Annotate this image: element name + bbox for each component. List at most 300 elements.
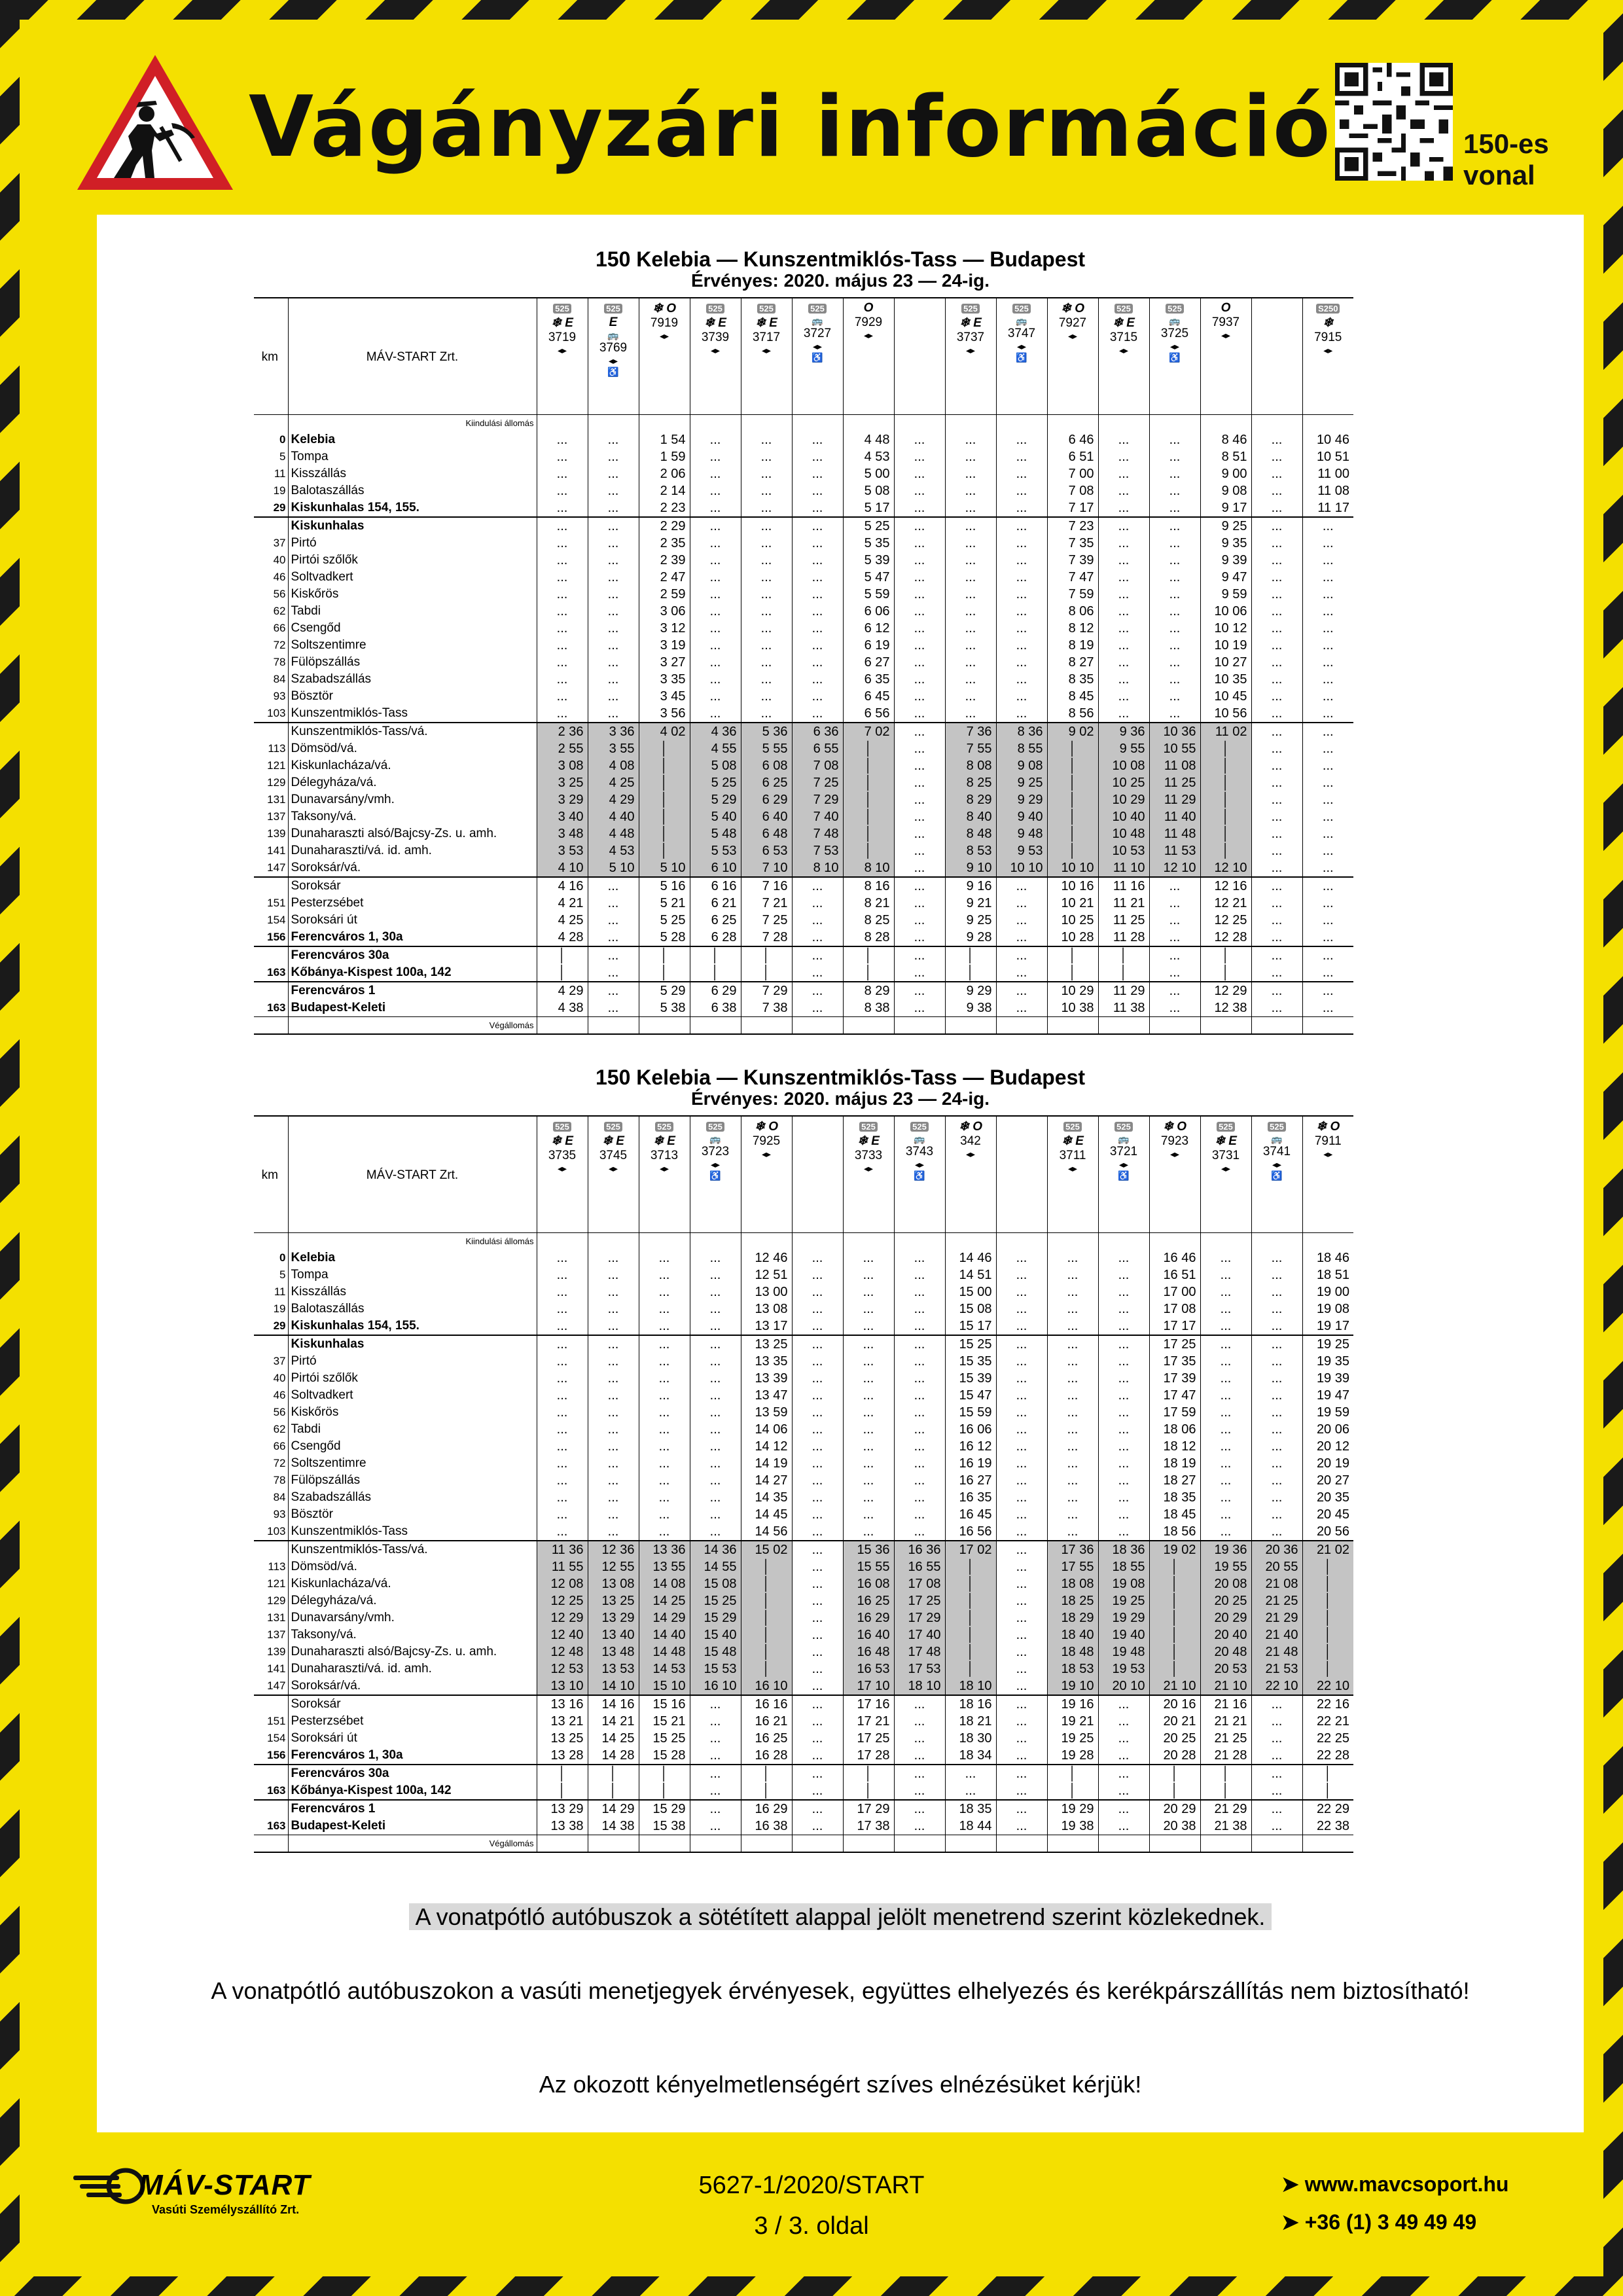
time-cell: 4 29: [537, 982, 588, 999]
time-cell: ...: [639, 1421, 690, 1438]
time-cell: 10 06: [1200, 603, 1251, 620]
time-cell: ...: [537, 1249, 588, 1266]
train-badge: 525: [808, 304, 827, 314]
timetable-row: [254, 1489, 1353, 1506]
time-cell: ...: [1098, 671, 1149, 688]
train-badge: 525: [655, 1122, 673, 1132]
time-cell: ...: [894, 1523, 945, 1541]
empty-cell: [254, 414, 288, 431]
train-badge: 525: [706, 1122, 724, 1132]
train-number: 7919: [650, 316, 679, 330]
time-cell: 14 06: [741, 1421, 792, 1438]
time-cell: ...: [1098, 637, 1149, 654]
time-cell: ...: [1251, 1730, 1302, 1747]
time-cell: ...: [1098, 1335, 1149, 1353]
time-cell: ...: [588, 999, 639, 1017]
time-cell: ...: [843, 1353, 894, 1370]
bus-icon: 🚌: [812, 315, 823, 326]
time-cell: ...: [537, 431, 588, 448]
time-cell: ...: [792, 1472, 843, 1489]
time-cell: 12 51: [741, 1266, 792, 1283]
km-value: 154: [267, 1732, 286, 1744]
time-cell: ...: [792, 620, 843, 637]
time-cell: 8 27: [1047, 654, 1098, 671]
train-number: 3725: [1160, 327, 1189, 340]
time-cell: 14 16: [588, 1695, 639, 1713]
time-cell: 13 17: [741, 1318, 792, 1335]
time-cell: ...: [894, 705, 945, 723]
wheelchair-icon: ♿: [709, 1170, 721, 1181]
time-cell: ...: [639, 1438, 690, 1455]
train-marks: ❄ O: [959, 1120, 982, 1134]
time-cell: ...: [1251, 740, 1302, 757]
time-cell: 10 25: [1098, 774, 1149, 791]
qr-code-icon[interactable]: [1335, 63, 1453, 181]
time-cell: 9 25: [996, 774, 1047, 791]
time-cell: │: [741, 1558, 792, 1575]
time-cell: ...: [1149, 982, 1200, 999]
train-column-header: [639, 1116, 690, 1232]
time-cell: ...: [1149, 465, 1200, 482]
time-cell: ...: [1302, 999, 1353, 1017]
time-cell: ...: [843, 1300, 894, 1318]
time-cell: ...: [1200, 1370, 1251, 1387]
time-cell: ...: [894, 1730, 945, 1747]
time-cell: 5 25: [639, 912, 690, 929]
time-cell: ...: [537, 1404, 588, 1421]
timetable-row: [254, 791, 1353, 808]
time-cell: ...: [537, 569, 588, 586]
train-column-header: [1251, 1116, 1302, 1232]
station-name: Soroksár/vá.: [288, 1677, 537, 1695]
time-cell: ...: [1149, 654, 1200, 671]
time-cell: ...: [945, 1765, 996, 1782]
time-cell: ...: [639, 1300, 690, 1318]
empty-cell: [1302, 1017, 1353, 1034]
time-cell: 14 21: [588, 1713, 639, 1730]
km-value: 0: [279, 433, 286, 446]
station-name: Pesterzsébet: [288, 1713, 537, 1730]
time-cell: 15 08: [690, 1575, 741, 1592]
time-cell: ...: [588, 1455, 639, 1472]
time-cell: ...: [894, 808, 945, 825]
time-cell: ...: [588, 1421, 639, 1438]
time-cell: 8 38: [843, 999, 894, 1017]
time-cell: ...: [1098, 1765, 1149, 1782]
time-cell: ...: [1098, 586, 1149, 603]
time-cell: │: [639, 946, 690, 964]
time-cell: │: [690, 964, 741, 982]
time-cell: 15 59: [945, 1404, 996, 1421]
time-cell: ...: [945, 603, 996, 620]
km-value: 46: [273, 1389, 286, 1401]
timetable-row: [254, 499, 1353, 517]
km-value: 56: [273, 588, 286, 600]
time-cell: ...: [894, 688, 945, 705]
time-cell: ...: [690, 654, 741, 671]
train-number: 3747: [1007, 327, 1036, 340]
time-cell: ...: [894, 723, 945, 740]
time-cell: ...: [894, 1455, 945, 1472]
time-cell: 22 10: [1302, 1677, 1353, 1695]
time-cell: 17 17: [1149, 1318, 1200, 1335]
time-cell: ...: [1098, 1713, 1149, 1730]
time-cell: ...: [792, 517, 843, 535]
time-cell: ...: [894, 1266, 945, 1283]
time-cell: 17 21: [843, 1713, 894, 1730]
time-cell: 17 55: [1047, 1558, 1098, 1575]
time-cell: 3 36: [588, 723, 639, 740]
train-number: 7923: [1160, 1134, 1189, 1148]
time-cell: 17 53: [894, 1660, 945, 1677]
bus-icon: 🚌: [1118, 1134, 1130, 1144]
time-cell: 18 35: [945, 1800, 996, 1818]
time-cell: ...: [996, 1713, 1047, 1730]
train-marks: ❄ E: [1113, 316, 1135, 330]
time-cell: 2 36: [537, 723, 588, 740]
time-cell: ...: [741, 705, 792, 723]
time-cell: 16 40: [843, 1626, 894, 1643]
station-name: Dunavarsány/vmh.: [288, 1609, 537, 1626]
time-cell: 11 55: [537, 1558, 588, 1575]
time-cell: │: [843, 740, 894, 757]
time-cell: ...: [1251, 517, 1302, 535]
time-cell: 18 40: [1047, 1626, 1098, 1643]
time-cell: 11 25: [1098, 912, 1149, 929]
time-cell: 17 25: [894, 1592, 945, 1609]
empty-cell: [894, 1017, 945, 1034]
time-cell: 2 23: [639, 499, 690, 517]
time-cell: ...: [690, 1747, 741, 1765]
train-number: 7925: [752, 1134, 781, 1148]
website-link[interactable]: [1281, 2172, 1508, 2197]
time-cell: │: [639, 791, 690, 808]
time-cell: 22 29: [1302, 1800, 1353, 1818]
time-cell: │: [1047, 1765, 1098, 1782]
time-cell: ...: [588, 603, 639, 620]
time-cell: 21 38: [1200, 1818, 1251, 1835]
station-name: Pesterzsébet: [288, 895, 537, 912]
time-cell: 13 08: [588, 1575, 639, 1592]
train-marks: ❄ E: [551, 316, 573, 330]
time-cell: 17 29: [843, 1800, 894, 1818]
timetable-row: [254, 1800, 1353, 1818]
time-cell: │: [945, 1609, 996, 1626]
time-cell: ...: [1098, 1249, 1149, 1266]
notice-apology: Az okozott kényelmetlenségért szíves elnézésüket kérjük!: [539, 2071, 1142, 2098]
km-value: 154: [267, 914, 286, 926]
time-cell: ...: [1251, 1335, 1302, 1353]
km-value: [254, 946, 288, 964]
time-cell: ...: [1251, 929, 1302, 946]
time-cell: 6 45: [843, 688, 894, 705]
time-cell: 6 38: [690, 999, 741, 1017]
time-cell: ...: [792, 499, 843, 517]
time-cell: 20 40: [1200, 1626, 1251, 1643]
time-cell: 7 53: [792, 842, 843, 859]
time-cell: 7 00: [1047, 465, 1098, 482]
time-cell: 16 12: [945, 1438, 996, 1455]
time-cell: 19 08: [1098, 1575, 1149, 1592]
time-cell: │: [741, 1592, 792, 1609]
time-cell: 2 06: [639, 465, 690, 482]
empty-cell: [894, 414, 945, 431]
time-cell: ...: [894, 877, 945, 895]
time-cell: ...: [1251, 688, 1302, 705]
time-cell: 20 29: [1200, 1609, 1251, 1626]
time-cell: 5 10: [639, 859, 690, 877]
timetable-row: [254, 465, 1353, 482]
time-cell: │: [741, 946, 792, 964]
time-cell: 13 10: [537, 1677, 588, 1695]
bus-icon: 🚌: [709, 1134, 721, 1144]
km-value: 40: [273, 554, 286, 566]
time-cell: ...: [996, 1455, 1047, 1472]
time-cell: ...: [537, 1438, 588, 1455]
time-cell: 15 16: [639, 1695, 690, 1713]
direction-arrow-icon: ◂▸: [761, 345, 772, 355]
train-marks: O: [1221, 301, 1231, 315]
km-value: 163: [267, 1820, 286, 1832]
phone-link[interactable]: [1281, 2210, 1476, 2234]
notice-validity: A vonatpótló autóbuszokon a vasúti menetjegyek érvényesek, együttes elhelyezés és kerékpárszállítás nem biztosítható!: [211, 1977, 1470, 2004]
time-cell: │: [945, 1575, 996, 1592]
time-cell: ...: [1251, 1249, 1302, 1266]
time-cell: 7 38: [741, 999, 792, 1017]
time-cell: 13 25: [741, 1335, 792, 1353]
empty-cell: [537, 1835, 588, 1852]
time-cell: │: [843, 964, 894, 982]
time-cell: ...: [996, 448, 1047, 465]
time-cell: ...: [996, 964, 1047, 982]
time-cell: │: [1200, 808, 1251, 825]
km-value: 139: [267, 827, 286, 840]
empty-cell: [254, 1232, 288, 1249]
time-cell: ...: [792, 1643, 843, 1660]
time-cell: ...: [1251, 1353, 1302, 1370]
km-value: 19: [273, 484, 286, 497]
time-cell: ...: [639, 1335, 690, 1353]
timetable-row: [254, 569, 1353, 586]
time-cell: 21 29: [1200, 1800, 1251, 1818]
time-cell: 7 25: [741, 912, 792, 929]
time-cell: 19 55: [1200, 1558, 1251, 1575]
time-cell: 16 45: [945, 1506, 996, 1523]
time-cell: ...: [588, 982, 639, 999]
time-cell: ...: [894, 620, 945, 637]
empty-cell: [588, 1232, 639, 1249]
time-cell: │: [1149, 1609, 1200, 1626]
station-name: Soltszentimre: [288, 637, 537, 654]
time-cell: ...: [537, 1266, 588, 1283]
time-cell: 9 21: [945, 895, 996, 912]
time-cell: 18 45: [1149, 1506, 1200, 1523]
time-cell: │: [1149, 1643, 1200, 1660]
time-cell: 8 10: [792, 859, 843, 877]
timetable-row: [254, 1283, 1353, 1300]
time-cell: 12 48: [537, 1643, 588, 1660]
time-cell: ...: [1149, 929, 1200, 946]
time-cell: 18 36: [1098, 1541, 1149, 1558]
time-cell: ...: [1251, 705, 1302, 723]
time-cell: 9 35: [1200, 535, 1251, 552]
station-name: Soroksári út: [288, 912, 537, 929]
time-cell: ...: [588, 877, 639, 895]
time-cell: ...: [894, 465, 945, 482]
time-cell: 10 08: [1098, 757, 1149, 774]
time-cell: │: [1047, 740, 1098, 757]
time-cell: 1 59: [639, 448, 690, 465]
wheelchair-icon: ♿: [1169, 352, 1181, 363]
time-cell: 3 53: [537, 842, 588, 859]
time-cell: ...: [1098, 1387, 1149, 1404]
time-cell: ...: [741, 654, 792, 671]
time-cell: 17 29: [894, 1609, 945, 1626]
time-cell: │: [1302, 1765, 1353, 1782]
time-cell: ...: [588, 705, 639, 723]
station-name: Taksony/vá.: [288, 808, 537, 825]
empty-cell: [588, 414, 639, 431]
time-cell: ...: [945, 637, 996, 654]
time-cell: 17 48: [894, 1643, 945, 1660]
time-cell: ...: [1251, 1713, 1302, 1730]
time-cell: ...: [792, 671, 843, 688]
time-cell: 22 28: [1302, 1747, 1353, 1765]
time-cell: 8 46: [1200, 431, 1251, 448]
time-cell: ...: [1251, 586, 1302, 603]
time-cell: │: [1149, 1575, 1200, 1592]
km-value: 56: [273, 1406, 286, 1418]
time-cell: ...: [894, 895, 945, 912]
time-cell: 13 00: [741, 1283, 792, 1300]
time-cell: ...: [690, 1489, 741, 1506]
station-name: Kiskunlacháza/vá.: [288, 757, 537, 774]
time-cell: ...: [792, 1300, 843, 1318]
time-cell: 9 02: [1047, 723, 1098, 740]
train-marks: ❄ E: [704, 316, 726, 330]
empty-cell: [639, 1835, 690, 1852]
train-number: 3715: [1109, 331, 1138, 344]
time-cell: 16 51: [1149, 1266, 1200, 1283]
time-cell: 5 36: [741, 723, 792, 740]
station-name: Délegyháza/vá.: [288, 1592, 537, 1609]
time-cell: ...: [1200, 1266, 1251, 1283]
time-cell: ...: [1200, 1249, 1251, 1266]
station-name: Kőbánya-Kispest 100a, 142: [288, 964, 537, 982]
direction-arrow-icon: ◂▸: [557, 1163, 567, 1174]
station-name: Kunszentmiklós-Tass/vá.: [288, 723, 537, 740]
time-cell: ...: [1251, 895, 1302, 912]
start-label: Kiindulási állomás: [288, 1232, 537, 1249]
time-cell: ...: [1149, 671, 1200, 688]
time-cell: 8 25: [945, 774, 996, 791]
time-cell: ...: [588, 465, 639, 482]
time-cell: 5 29: [690, 791, 741, 808]
direction-arrow-icon: ◂▸: [965, 1149, 976, 1159]
train-marks: ❄ E: [755, 316, 777, 330]
time-cell: ...: [690, 586, 741, 603]
timetable-row: [254, 482, 1353, 499]
time-cell: ...: [588, 671, 639, 688]
time-cell: 18 56: [1149, 1523, 1200, 1541]
time-cell: 14 38: [588, 1818, 639, 1835]
station-name: Dunaharaszti/vá. id. amh.: [288, 1660, 537, 1677]
time-cell: 16 19: [945, 1455, 996, 1472]
phone-text: +36 (1) 3 49 49 49: [1304, 2210, 1477, 2234]
time-cell: ...: [894, 825, 945, 842]
time-cell: │: [1302, 1592, 1353, 1609]
station-name: Budapest-Keleti: [288, 1818, 537, 1835]
time-cell: │: [843, 791, 894, 808]
time-cell: ...: [996, 1318, 1047, 1335]
direction-arrow-icon: ◂▸: [1067, 331, 1078, 341]
wheelchair-icon: ♿: [1118, 1170, 1130, 1181]
time-cell: 4 21: [537, 895, 588, 912]
empty-cell: [1302, 414, 1353, 431]
time-cell: ...: [1047, 1506, 1098, 1523]
time-cell: ...: [996, 705, 1047, 723]
time-cell: ...: [1251, 1455, 1302, 1472]
time-cell: ...: [537, 637, 588, 654]
time-cell: 18 51: [1302, 1266, 1353, 1283]
time-cell: ...: [639, 1266, 690, 1283]
timetable-row: [254, 1300, 1353, 1318]
time-cell: ...: [894, 1489, 945, 1506]
km-value: 40: [273, 1372, 286, 1384]
time-cell: 12 08: [537, 1575, 588, 1592]
time-cell: 20 21: [1149, 1713, 1200, 1730]
time-cell: ...: [1047, 1455, 1098, 1472]
time-cell: ...: [1098, 1730, 1149, 1747]
train-badge: 525: [553, 304, 571, 314]
timetable-row: [254, 1713, 1353, 1730]
time-cell: ...: [1251, 859, 1302, 877]
time-cell: ...: [588, 946, 639, 964]
time-cell: ...: [639, 1404, 690, 1421]
time-cell: ...: [792, 431, 843, 448]
time-cell: 6 16: [690, 877, 741, 895]
time-cell: 14 36: [690, 1541, 741, 1558]
time-cell: ...: [894, 431, 945, 448]
time-cell: │: [843, 946, 894, 964]
time-cell: 19 08: [1302, 1300, 1353, 1318]
header-row: [254, 298, 1353, 414]
time-cell: ...: [1251, 1747, 1302, 1765]
time-cell: ...: [792, 1800, 843, 1818]
empty-cell: [996, 414, 1047, 431]
train-column-header: [1302, 298, 1353, 414]
km-value: 93: [273, 1508, 286, 1520]
time-cell: 18 48: [1047, 1643, 1098, 1660]
time-cell: 10 35: [1200, 671, 1251, 688]
time-cell: 7 59: [1047, 586, 1098, 603]
website-text: www.mavcsoport.hu: [1304, 2172, 1509, 2196]
timetable-row: [254, 517, 1353, 535]
time-cell: 15 25: [690, 1592, 741, 1609]
train-column-header: [639, 298, 690, 414]
time-cell: 19 36: [1200, 1541, 1251, 1558]
time-cell: 1 54: [639, 431, 690, 448]
time-cell: 6 46: [1047, 431, 1098, 448]
time-cell: 16 56: [945, 1523, 996, 1541]
time-cell: ...: [792, 1626, 843, 1643]
time-cell: ...: [792, 448, 843, 465]
time-cell: │: [945, 1626, 996, 1643]
time-cell: ...: [1098, 1283, 1149, 1300]
time-cell: ...: [1098, 499, 1149, 517]
time-cell: ...: [639, 1353, 690, 1370]
time-cell: ...: [1098, 1782, 1149, 1800]
